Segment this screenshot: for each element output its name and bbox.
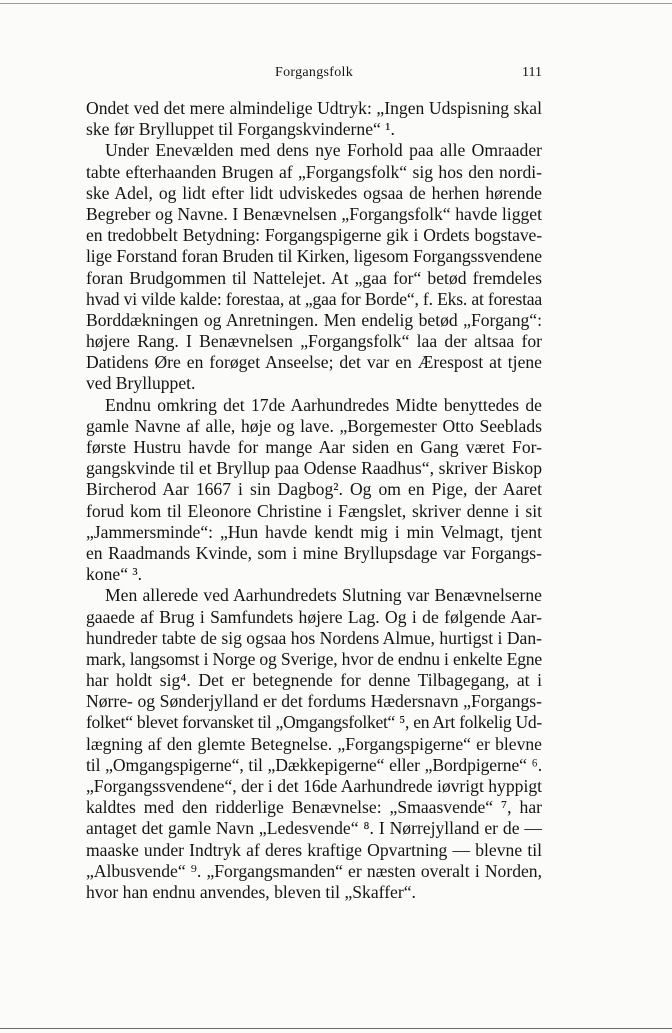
text-line: kone“ ³. <box>86 564 143 585</box>
text-line: ske Adel, og lidt efter lidt udviskedes ogsaa de herhen hørende <box>86 182 542 203</box>
text-line: Men allerede ved Aarhundredets Slutning var Benævnelserne <box>105 585 542 606</box>
text-line: lægning af den glemte Betegnelse. „Forgangspigerne“ er blevne <box>86 733 542 754</box>
text-line: en tredobbelt Betydning: Forgangspigerne gik i Ordets bogstave- <box>86 225 542 246</box>
text-line: hvor han endnu anvendes, bleven til „Skaffer“. <box>86 881 416 902</box>
text-line: ske før Brylluppet til Forgangskvinderne“ ¹. <box>86 119 395 140</box>
text-line: „Forgangssvendene“, der i det 16de Aarhundrede iøvrigt hyppigt <box>86 776 542 796</box>
running-head <box>86 63 542 83</box>
text-line: gangskvinde til et Bryllup paa Odense Raadhus“, skriver Biskop <box>86 458 542 479</box>
running-title: Forgangsfolk <box>274 65 353 80</box>
text-line: en Raadmands Kvinde, som i mine Bryllupsdage var Forgangs- <box>86 542 542 563</box>
text-line: Datidens Øre en forøget Anseelse; det var en Ærespost at tjene <box>86 352 542 373</box>
text-line: ved Brylluppet. <box>86 373 196 394</box>
text-line: Under Enevælden med dens nye Forhold paa alle Omraader <box>105 140 542 161</box>
text-line: Begreber og Navne. I Benævnelsen „Forgangsfolk“ havde ligget <box>86 203 542 224</box>
text-line: mark, langsomst i Norge og Sverige, hvor de endnu i enkelte Egne <box>86 648 542 669</box>
text-line: første Hustru havde for mange Aar siden en Gang været For- <box>86 437 542 457</box>
text-line: hundreder tabte de sig ogsaa hos Nordens Almue, hurtigst i Dan- <box>86 627 542 648</box>
text-line: Borddækningen og Anretningen. Men endelig betød „Forgang“: <box>86 309 542 330</box>
top-edge-rule <box>0 3 672 4</box>
text-line: folket“ blevet forvansket til „Omgangsfolket“ ⁵, en Art folkelig Ud- <box>86 712 542 733</box>
text-line: hvad vi vilde kalde: forestaa, at „gaa for Borde“, f. Eks. at forestaa <box>86 288 542 309</box>
page-number: 111 <box>522 65 542 80</box>
text-line: Bircherod Aar 1667 i sin Dagbog². Og om en Pige, der Aaret <box>86 479 542 500</box>
text-line: lige Forstand foran Bruden til Kirken, ligesom Forgangssvendene <box>86 246 542 267</box>
text-line: gaaede af Brug i Samfundets højere Lag. Og i de følgende Aar- <box>86 606 542 627</box>
text-line: har holdt sig⁴. Det er betegnende for denne Tilbagegang, at i <box>86 670 542 691</box>
text-line: antaget det gamle Navn „Ledesvende“ ⁸. I Nørrejylland er de — <box>86 818 542 839</box>
bottom-edge-rule <box>0 1028 672 1029</box>
text-line: Endnu omkring det 17de Aarhundredes Midte benyttedes de <box>105 394 542 415</box>
text-line: til „Omgangspigerne“, til „Dækkepigerne“ eller „Bordpigerne“ ⁶. <box>86 754 542 775</box>
text-line: Ondet ved det mere almindelige Udtryk: „Ingen Udspisning skal <box>86 98 542 118</box>
text-line: maaske under Indtryk af deres kraftige Opvartning — blevne til <box>86 839 542 860</box>
text-line: „Jammersminde“: „Hun havde kendt mig i min Velmagt, tjent <box>86 521 542 542</box>
text-line: højere Rang. I Benævnelsen „Forgangsfolk“ laa der altsaa for <box>86 331 542 352</box>
text-line: Nørre- og Sønderjylland er det fordums Hædersnavn „Forgangs- <box>86 691 542 712</box>
text-line: foran Brudgommen til Nattelejet. At „gaa for“ betød fremdeles <box>86 267 542 288</box>
text-line: kaldtes med den ridderlige Benævnelse: „Smaasvende“ ⁷, har <box>86 797 542 818</box>
text-line: „Albusvende“ ⁹. „Forgangsmanden“ er næsten overalt i Norden, <box>86 860 542 881</box>
body-text <box>86 98 542 903</box>
text-line: tabte efterhaanden Brugen af „Forgangsfolk“ sig hos den nordi- <box>86 161 542 182</box>
text-line: forud kom til Eleonore Christine i Fængslet, skriver denne i sit <box>86 500 542 521</box>
text-line: gamle Navne af alle, høje og lave. „Borgemester Otto Seeblads <box>86 415 542 436</box>
